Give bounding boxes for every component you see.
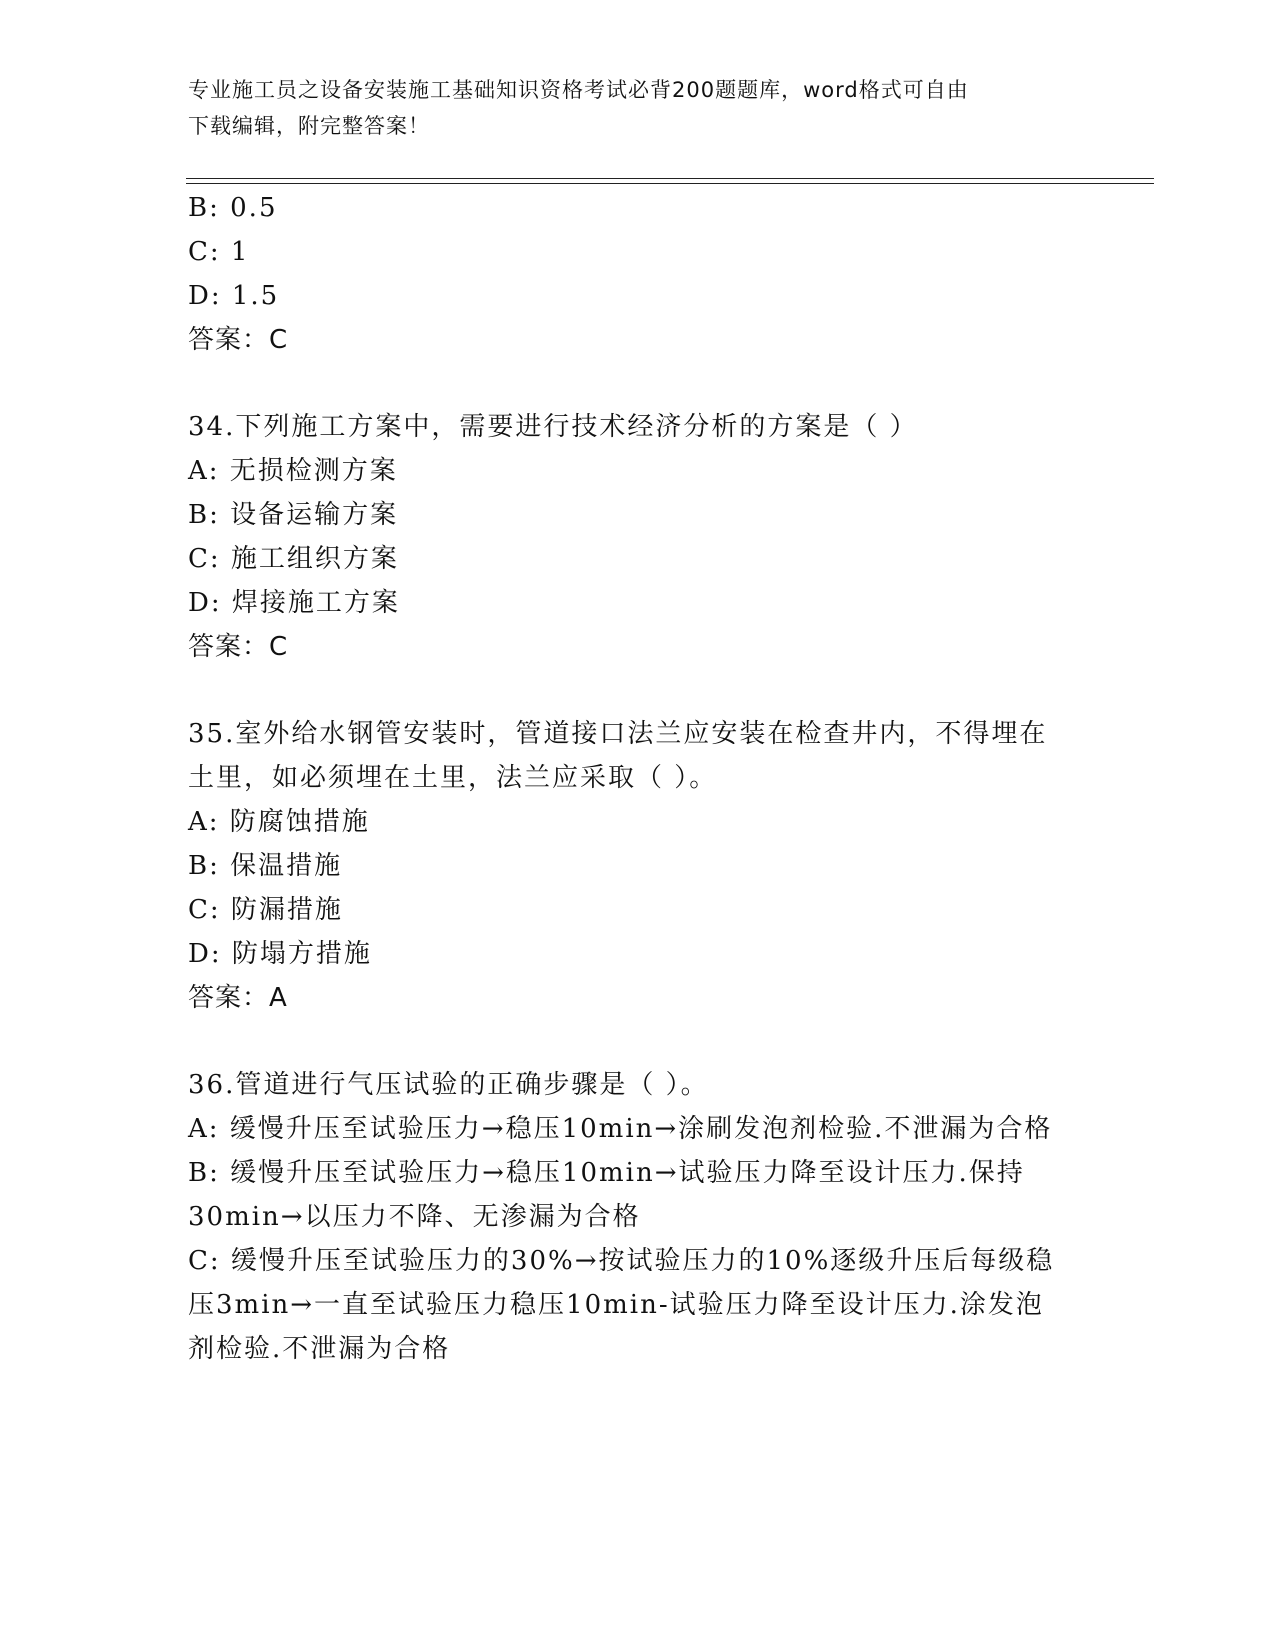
q34-question: 34.下列施工方案中，需要进行技术经济分析的方案是（ ） <box>188 412 918 442</box>
prev-option-c: C: 1 <box>188 237 250 267</box>
q34-option-a: A: 无损检测方案 <box>188 456 398 486</box>
q36-option-b-line-2: 30min→以压力不降、无渗漏为合格 <box>188 1202 641 1232</box>
q35-question-line-2: 土里，如必须埋在土里，法兰应采取（ ）。 <box>188 763 718 793</box>
q36-option-c-line-3: 剂检验.不泄漏为合格 <box>188 1334 451 1364</box>
q35-answer: 答案：A <box>188 983 288 1013</box>
q36-option-b-line-1: B: 缓慢升压至试验压力→稳压10min→试验压力降至设计压力.保持 <box>188 1158 1025 1188</box>
q34-option-c: C: 施工组织方案 <box>188 544 399 574</box>
q36-option-c-line-1: C: 缓慢升压至试验压力的30%→按试验压力的10%逐级升压后每级稳 <box>188 1246 1055 1276</box>
q36-question: 36.管道进行气压试验的正确步骤是（ ）。 <box>188 1070 709 1100</box>
q34-answer: 答案：C <box>188 632 289 662</box>
q34-option-b: B: 设备运输方案 <box>188 500 399 530</box>
q35-option-b: B: 保温措施 <box>188 851 343 881</box>
q34-option-d: D: 焊接施工方案 <box>188 588 400 618</box>
prev-answer: 答案：C <box>188 325 289 355</box>
prev-option-d: D: 1.5 <box>188 281 280 311</box>
header-rule-bottom <box>186 183 1154 184</box>
prev-option-b: B: 0.5 <box>188 193 278 223</box>
q35-option-c: C: 防漏措施 <box>188 895 343 925</box>
document-header <box>188 72 1068 144</box>
header-line-1: 专业施工员之设备安装施工基础知识资格考试必背200题题库，word格式可自由 <box>188 78 969 102</box>
header-rule-top <box>186 178 1154 179</box>
q35-question-line-1: 35.室外给水钢管安装时，管道接口法兰应安装在检查井内，不得埋在 <box>188 719 1048 749</box>
q35-option-d: D: 防塌方措施 <box>188 939 372 969</box>
q36-option-c-line-2: 压3min→一直至试验压力稳压10min-试验压力降至设计压力.涂发泡 <box>188 1290 1044 1320</box>
header-line-2: 下载编辑，附完整答案！ <box>188 114 430 138</box>
q35-option-a: A: 防腐蚀措施 <box>188 807 370 837</box>
q36-option-a: A: 缓慢升压至试验压力→稳压10min→涂刷发泡剂检验.不泄漏为合格 <box>188 1114 1053 1144</box>
